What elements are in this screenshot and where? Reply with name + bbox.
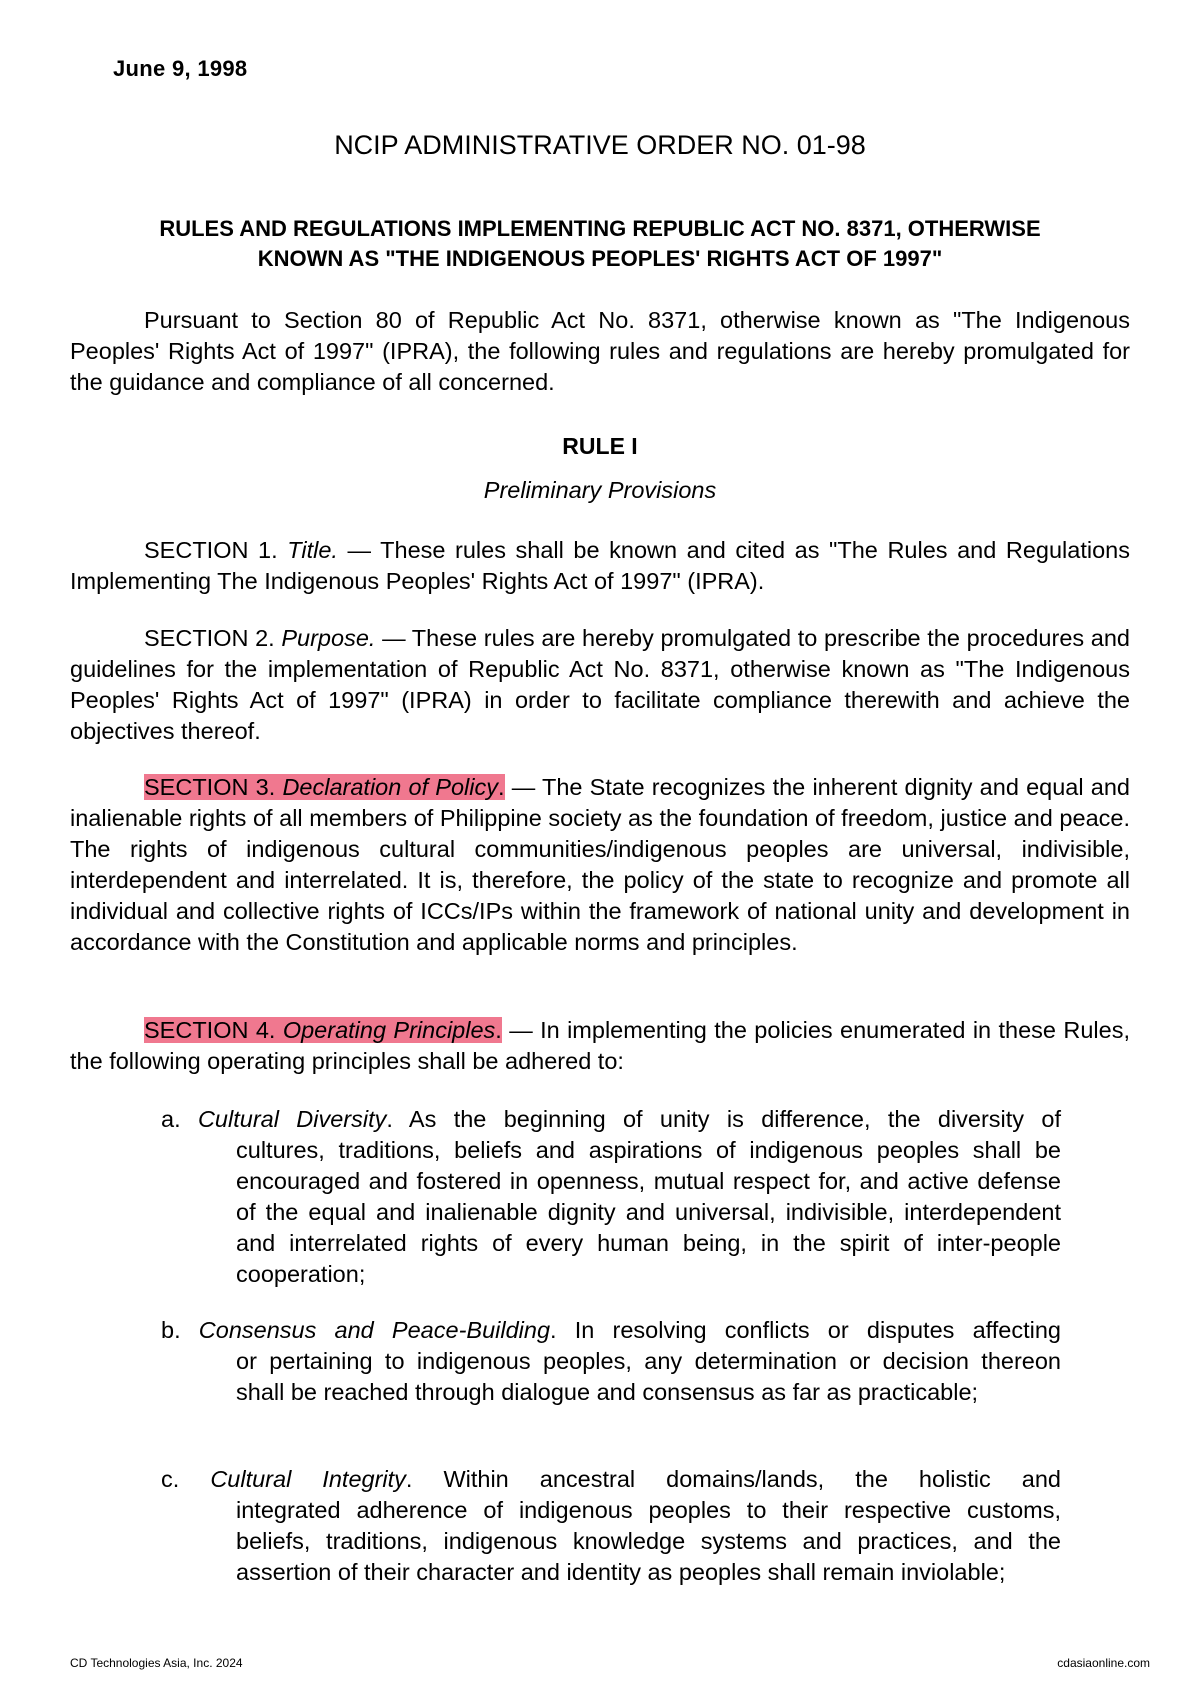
principle-a-title: Cultural Diversity — [197, 1106, 387, 1132]
footer-site-link[interactable]: cdasiaonline.com — [1057, 1656, 1150, 1670]
rule-heading: RULE I — [562, 433, 638, 459]
rules-title — [80, 214, 1120, 274]
section-4-text: — In implementing the policies enumerated in these Rules, the following operating principles shall be adhered to: — [70, 1017, 1130, 1074]
principle-a — [161, 1104, 1061, 1290]
footer-copyright: CD Technologies Asia, Inc. 2024 — [70, 1656, 243, 1670]
preamble-paragraph — [70, 305, 1130, 398]
rule-subheading: Preliminary Provisions — [483, 477, 717, 503]
document-date: June 9, 1998 — [113, 56, 248, 81]
section-4-highlight — [144, 1017, 502, 1043]
principle-c-letter: c. — [161, 1466, 180, 1492]
section-3-dot: . — [498, 774, 505, 800]
section-3-label: SECTION 3. — [144, 774, 276, 800]
principle-c — [161, 1464, 1061, 1588]
section-1-title: Title. — [287, 537, 338, 563]
section-3-text: — The State recognizes the inherent dignity and equal and inalienable rights of all members of Philippine society as the foundation of freedom, justice and peace. The rights of indigenous cultural communities/indigenous peoples are universal, indivisible, interdependent and interrelated. It is, therefore, the policy of the state to recognize and promote all individual and collective rights of ICCs/IPs within the framework of national unity and development in accordance with the Constitution and applicable norms and principles. — [70, 774, 1130, 955]
principle-b — [161, 1315, 1061, 1408]
rules-title-line-1: RULES AND REGULATIONS IMPLEMENTING REPUBLIC ACT NO. 8371, OTHERWISE — [159, 216, 1041, 241]
rules-title-line-2: KNOWN AS "THE INDIGENOUS PEOPLES' RIGHTS ACT OF 1997" — [257, 246, 943, 271]
section-2 — [70, 623, 1130, 747]
principle-c-title: Cultural Integrity — [210, 1466, 406, 1492]
principle-b-title: Consensus and Peace-Building — [198, 1317, 551, 1343]
principle-c-lead: . Within ancestral domains/lands, the holistic and — [405, 1466, 1061, 1492]
section-2-text: — These rules are hereby promulgated to prescribe the procedures and guidelines for the implementation of Republic Act No. 8371, otherwise known as "The Indigenous Peoples' Rights Act of 1997" (IPRA) in order to facilitate compliance therewith and achieve the objectives thereof. — [70, 625, 1131, 744]
section-4 — [70, 1015, 1130, 1077]
principle-b-lead: . In resolving conflicts or disputes affecting — [550, 1317, 1061, 1343]
section-1-text: — These rules shall be known and cited as "The Rules and Regulations Implementing The Indigenous Peoples' Rights Act of 1997" (IPRA). — [70, 537, 1130, 594]
preamble-text: Pursuant to Section 80 of Republic Act No. 8371, otherwise known as "The Indigenous Peoples' Rights Act of 1997" (IPRA), the following rules and regulations are hereby promulgated for the guidance and compliance of all concerned. — [70, 307, 1130, 395]
order-title: NCIP ADMINISTRATIVE ORDER NO. 01-98 — [334, 130, 866, 160]
principle-a-body: cultures, traditions, beliefs and aspirations of indigenous peoples shall be encouraged and fostered in openness, mutual respect for, and active defense of the equal and inalienable dignity and universal, indivisible, interdependent and interrelated rights of every human being, in the spirit of inter-people cooperation; — [236, 1137, 1061, 1287]
section-1-label: SECTION 1. — [144, 537, 278, 563]
principle-c-first-line — [161, 1464, 1061, 1495]
section-4-dot: . — [495, 1017, 502, 1043]
section-3-highlight — [144, 774, 505, 800]
section-1 — [70, 535, 1130, 597]
section-3-title: Declaration of Policy — [282, 774, 498, 800]
section-4-label: SECTION 4. — [144, 1017, 276, 1043]
section-2-label: SECTION 2. — [144, 625, 275, 651]
section-4-title: Operating Principles — [282, 1017, 496, 1043]
principle-c-body: integrated adherence of indigenous peoples to their respective customs, beliefs, traditions, indigenous knowledge systems and practices, and the assertion of their character and identity as peoples shall remain inviolable; — [236, 1497, 1061, 1585]
principle-b-body: or pertaining to indigenous peoples, any determination or decision thereon shall be reached through dialogue and consensus as far as practicable; — [236, 1348, 1061, 1405]
principle-a-first-line — [161, 1104, 1061, 1135]
principle-b-first-line — [161, 1315, 1061, 1346]
section-3 — [70, 772, 1130, 958]
principle-a-letter: a. — [161, 1106, 181, 1132]
section-2-title: Purpose. — [281, 625, 376, 651]
principle-a-lead: . As the beginning of unity is difference, the diversity of — [386, 1106, 1061, 1132]
principle-b-letter: b. — [161, 1317, 181, 1343]
